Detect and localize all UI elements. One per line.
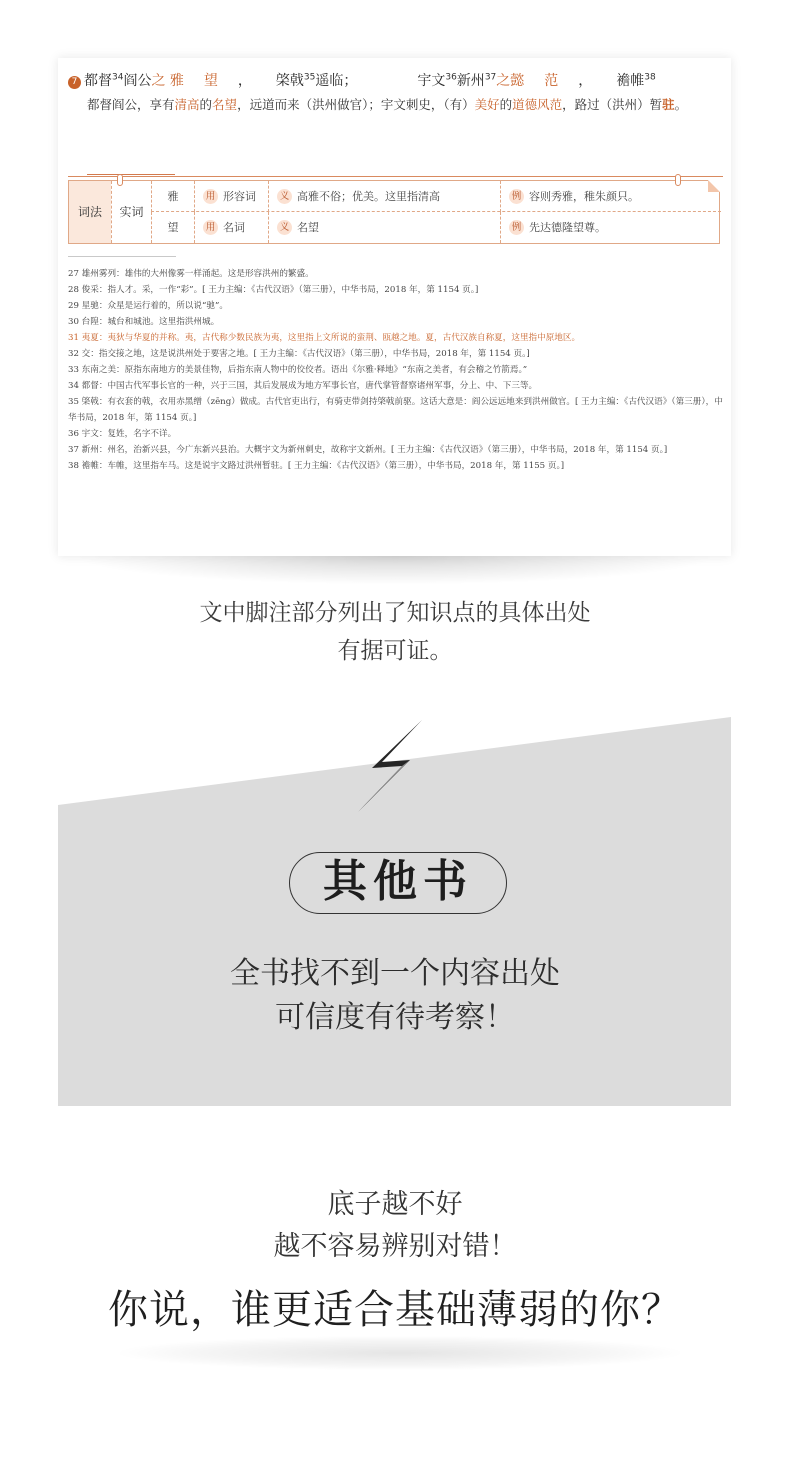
other-books-label: 其他书 <box>289 852 507 914</box>
headline-shadow <box>120 1336 680 1370</box>
example: 先达德隆望尊。 <box>529 221 606 234</box>
vocab-category: 词法 <box>69 181 111 243</box>
footnote: 28 俊采：指人才。采，一作“彩”。[ 王力主编：《古代汉语》（第三册），中华书局，2018 年，第 1154 页。] <box>68 285 479 295</box>
lightning-bolt-icon <box>352 718 428 814</box>
footnote-highlighted: 31 夷夏：夷狄与华夏的并称。夷，古代称少数民族为夷，这里指上文所说的蛮荆、瓯越之地。夏，古代汉族自称夏，这里指中原地区。 <box>68 333 581 343</box>
footnote-ref: 35 <box>303 72 316 83</box>
footnote: 29 星驰：众星是运行着的，所以说“驰”。 <box>68 301 228 311</box>
meaning-tag: 义 <box>277 220 292 235</box>
original-text-line: 7 都督$^{34}$阎公之 雅望， 棨戟$^{35}$遥临； 宇文$^{36}$新州$^{37}$之懿范， 襜帷$^{38}$ <box>68 70 723 90</box>
footnote-ref: 38 <box>644 72 656 83</box>
highlighted-term: 雅望 <box>169 73 238 89</box>
vocab-row <box>151 212 721 243</box>
footnote-ref: 36 <box>445 72 457 83</box>
vocab-word: 望 <box>167 221 179 234</box>
weak-foundation-caption: 底子越不好 越不容易辨别对错！ <box>273 1189 517 1262</box>
vocab-subcategory: 实词 <box>111 181 151 243</box>
footnote: 32 交：指交接之地，这是说洪州处于要害之地。[ 王力主编：《古代汉语》（第三册），中华书局，2018 年，第 1154 页。] <box>68 349 530 359</box>
vocabulary-table <box>68 180 720 244</box>
book-page-sample <box>58 58 731 556</box>
divider <box>87 174 175 175</box>
footnote: 38 襜帷：车帷，这里指车马。这是说宇文路过洪州暂驻。[ 王力主编：《古代汉语》（第三册），中华书局，2018 年，第 1155 页。] <box>68 461 565 471</box>
page-shadow <box>80 556 710 584</box>
divider <box>68 176 723 177</box>
usage-tag: 用 <box>203 220 218 235</box>
footnote: 27 雄州雾列：雄伟的大州像雾一样涌起。这是形容洪州的繁盛。 <box>68 269 314 279</box>
footnote: 37 新州：州名，治新兴县，今广东新兴县治。大概宇文为新州刺史，故称宇文新州。[ 王力主编：《古代汉语》（第三册），中华书局，2018 年，第 1154 页。] <box>68 445 668 455</box>
definition: 高雅不俗；优美。这里指清高 <box>297 190 440 203</box>
footnote-divider <box>68 256 176 257</box>
footnote: 34 都督：中国古代军事长官的一种，兴于三国，其后发展成为地方军事长官，唐代掌管督察诸州军事，分上、中、下三等。 <box>68 381 538 391</box>
definition: 名望 <box>297 221 319 234</box>
footnote: 35 棨戟：有衣套的戟，衣用赤黑缯（zēng）做成。古代官吏出行，有骑吏带剑持棨戟前驱。这话大意是：阎公远远地来到洪州做官。[ 王力主编：《古代汉语》（第三册），中华书局，2018 年，第 1154 页。] <box>68 397 723 423</box>
example-tag: 例 <box>509 189 524 204</box>
footnote-caption: 文中脚注部分列出了知识点的具体出处 有据可证。 <box>199 600 591 664</box>
footnote: 33 东南之美：原指东南地方的美景佳物，后指东南人物中的佼佼者。语出《尔雅·释地》“东南之美者，有会稽之竹箭焉。” <box>68 365 528 375</box>
example: 容则秀雅，稚朱颜只。 <box>529 190 639 203</box>
usage-tag: 用 <box>203 189 218 204</box>
highlighted-term: 懿范 <box>510 73 579 89</box>
example-tag: 例 <box>509 220 524 235</box>
part-of-speech: 形容词 <box>223 190 256 203</box>
footnote-ref: 37 <box>484 72 497 83</box>
part-of-speech: 名词 <box>223 221 245 234</box>
other-books-caption: 全书找不到一个内容出处 可信度有待考察！ <box>230 956 560 1035</box>
vocab-row <box>151 181 721 212</box>
translation-text: 都督阎公，享有清高的名望，远道而来（洪州做官）；宇文刺史，（有）美好的道德风范，路过（洪州）暂驻。 <box>87 94 717 116</box>
footnote-ref: 34 <box>112 72 124 83</box>
footnote: 36 宇文：复姓，名字不详。 <box>68 429 177 439</box>
closing-headline: 你说，谁更适合基础薄弱的你？ <box>108 1287 682 1333</box>
vocab-word: 雅 <box>167 190 179 203</box>
sentence-number-badge: 7 <box>68 76 81 89</box>
footnote: 30 台隍：城台和城池。这里指洪州城。 <box>68 317 220 327</box>
footnotes-list <box>68 266 724 474</box>
meaning-tag: 义 <box>277 189 292 204</box>
